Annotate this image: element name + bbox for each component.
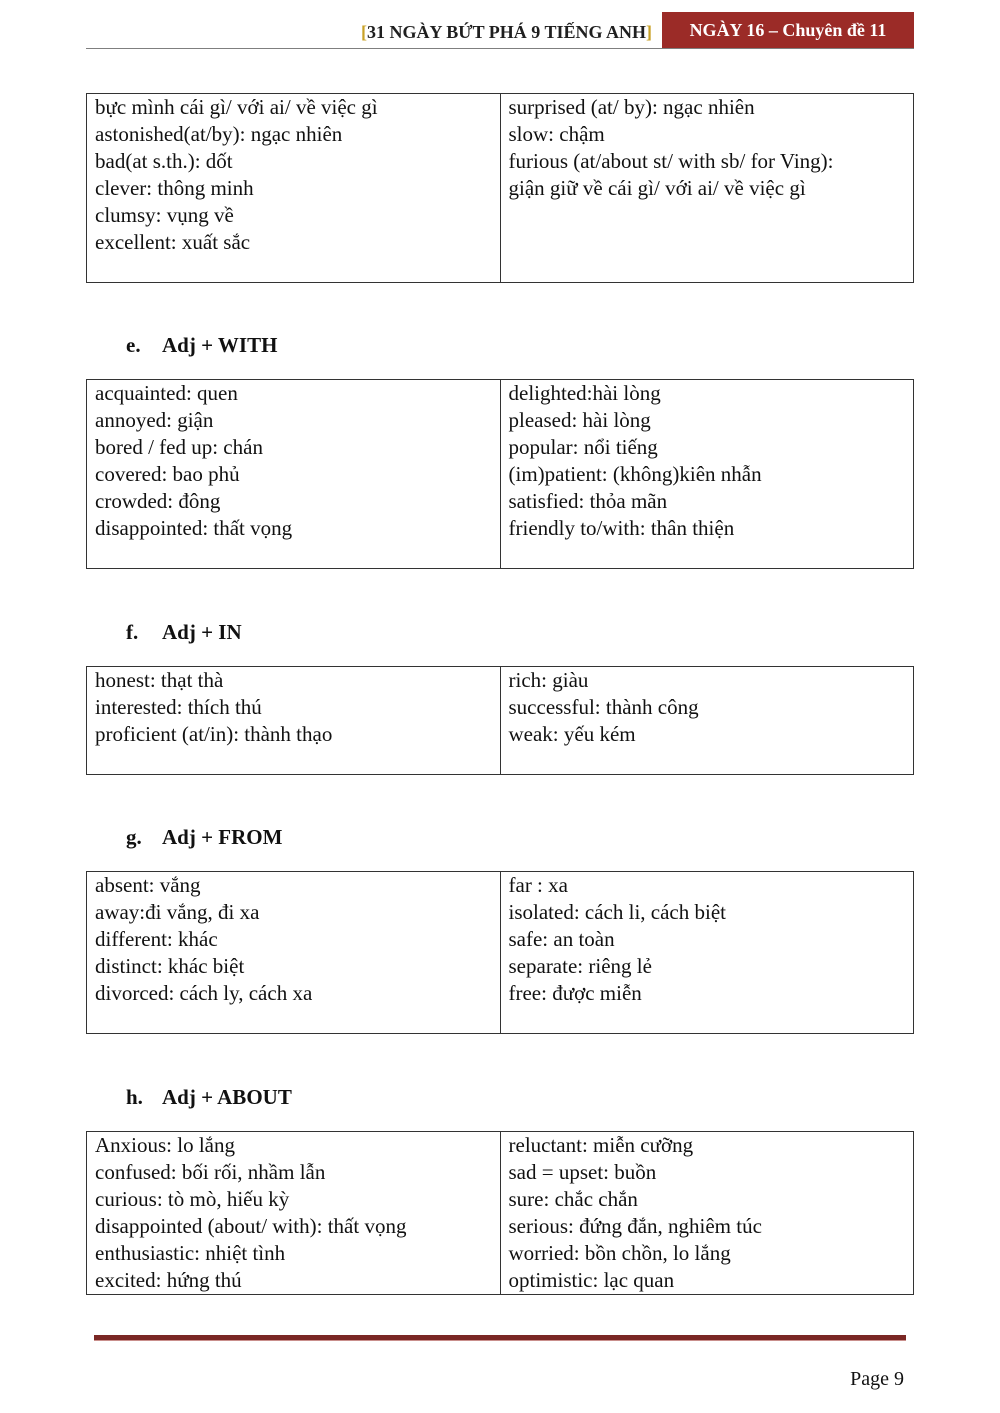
section-title-g — [126, 824, 282, 850]
vocab-item: curious: tò mò, hiếu kỳ — [95, 1187, 290, 1211]
vocab-item: Anxious: lo lắng — [95, 1133, 235, 1157]
vocab-item: successful: thành công — [508, 695, 699, 719]
section-letter: h. — [126, 1085, 143, 1109]
vocab-table-from — [86, 871, 914, 1034]
footer-divider — [94, 1335, 906, 1341]
vocab-column-left — [87, 872, 501, 1034]
vocab-item: separate: riêng lẻ — [508, 954, 652, 978]
section-letter: e. — [126, 333, 141, 357]
vocab-item: sad = upset: buồn — [508, 1160, 657, 1184]
vocab-item: safe: an toàn — [508, 927, 615, 951]
bracket-close: ] — [646, 22, 652, 42]
table-row — [87, 1132, 914, 1295]
vocab-item: rich: giàu — [508, 668, 589, 692]
vocab-item: worried: bồn chồn, lo lắng — [508, 1241, 731, 1265]
vocab-column-right — [500, 380, 914, 569]
vocab-item: annoyed: giận — [95, 408, 214, 432]
vocab-item: friendly to/with: thân thiện — [508, 516, 735, 540]
vocab-item: reluctant: miễn cưỡng — [508, 1133, 694, 1157]
section-heading: Adj + WITH — [162, 333, 278, 357]
vocab-column-left — [87, 380, 501, 569]
vocab-item: enthusiastic: nhiệt tình — [95, 1241, 286, 1265]
vocab-table-continued — [86, 93, 914, 283]
vocab-item: far : xa — [508, 873, 568, 897]
vocab-item: excellent: xuất sắc — [95, 230, 251, 254]
vocab-item: clever: thông minh — [95, 176, 254, 200]
section-heading: Adj + FROM — [162, 825, 283, 849]
section-title-h — [126, 1084, 292, 1110]
vocab-item: popular: nổi tiếng — [508, 435, 658, 459]
vocab-item: clumsy: vụng về — [95, 203, 234, 227]
vocab-item: disappointed (about/ with): thất vọng — [95, 1214, 407, 1238]
vocab-item: free: được miễn — [508, 981, 642, 1005]
book-title-text: 31 NGÀY BỨT PHÁ 9 TIẾNG ANH — [366, 22, 646, 42]
vocab-item: weak: yếu kém — [508, 722, 636, 746]
vocab-table-about — [86, 1131, 914, 1295]
vocab-item: interested: thích thú — [95, 695, 262, 719]
vocab-column-right — [500, 667, 914, 775]
vocab-item: away:đi vắng, đi xa — [95, 900, 260, 924]
table-row — [87, 94, 914, 283]
bracket-open: [ — [360, 22, 367, 42]
section-heading: Adj + ABOUT — [162, 1085, 292, 1109]
section-letter: g. — [126, 825, 142, 849]
vocab-item: bực mình cái gì/ với ai/ về việc gì — [95, 95, 378, 119]
section-title-e — [126, 332, 277, 358]
vocab-item: isolated: cách li, cách biệt — [508, 900, 726, 924]
vocab-item: acquainted: quen — [95, 381, 238, 405]
vocab-item: (im)patient: (không)kiên nhẫn — [508, 462, 762, 486]
vocab-item: sure: chắc chắn — [508, 1187, 638, 1211]
vocab-table-with — [86, 379, 914, 569]
vocab-column-right — [500, 872, 914, 1034]
vocab-item: furious (at/about st/ with sb/ for Ving): — [508, 149, 834, 173]
vocab-item: excited: hứng thú — [95, 1268, 242, 1292]
vocab-column-left — [87, 1132, 501, 1295]
vocab-item: serious: đứng đắn, nghiêm túc — [508, 1214, 762, 1238]
page-header — [86, 12, 914, 49]
vocab-item: surprised (at/ by): ngạc nhiên — [508, 95, 755, 119]
vocab-item: optimistic: lạc quan — [508, 1268, 675, 1292]
vocab-item: crowded: đông — [95, 489, 221, 513]
vocab-item: different: khác — [95, 927, 218, 951]
vocab-item: divorced: cách ly, cách xa — [95, 981, 313, 1005]
table-row — [87, 380, 914, 569]
vocab-item: slow: chậm — [508, 122, 605, 146]
table-row — [87, 872, 914, 1034]
vocab-item: honest: thạt thà — [95, 668, 224, 692]
section-title-f — [126, 619, 242, 645]
vocab-item: giận giữ về cái gì/ với ai/ về việc gì — [508, 176, 806, 200]
section-heading: Adj + IN — [162, 620, 242, 644]
vocab-item: delighted:hài lòng — [508, 381, 661, 405]
vocab-item: distinct: khác biệt — [95, 954, 245, 978]
vocab-column-right — [500, 1132, 914, 1295]
vocab-column-left — [87, 94, 501, 283]
page-number: Page 9 — [850, 1368, 904, 1390]
vocab-item: absent: vắng — [95, 873, 201, 897]
vocab-item: covered: bao phủ — [95, 462, 240, 486]
day-badge: NGÀY 16 – Chuyên đề 11 — [662, 12, 914, 48]
vocab-column-left — [87, 667, 501, 775]
section-letter: f. — [126, 620, 139, 644]
vocab-item: pleased: hài lòng — [508, 408, 651, 432]
table-row — [87, 667, 914, 775]
vocab-item: proficient (at/in): thành thạo — [95, 722, 333, 746]
vocab-item: confused: bối rối, nhầm lẫn — [95, 1160, 326, 1184]
vocab-column-right — [500, 94, 914, 283]
vocab-item: bored / fed up: chán — [95, 435, 263, 459]
vocab-item: disappointed: thất vọng — [95, 516, 293, 540]
vocab-table-in — [86, 666, 914, 775]
vocab-item: bad(at s.th.): dốt — [95, 149, 233, 173]
vocab-item: satisfied: thỏa mãn — [508, 489, 668, 513]
vocab-item: astonished(at/by): ngạc nhiên — [95, 122, 343, 146]
book-title — [361, 18, 652, 46]
